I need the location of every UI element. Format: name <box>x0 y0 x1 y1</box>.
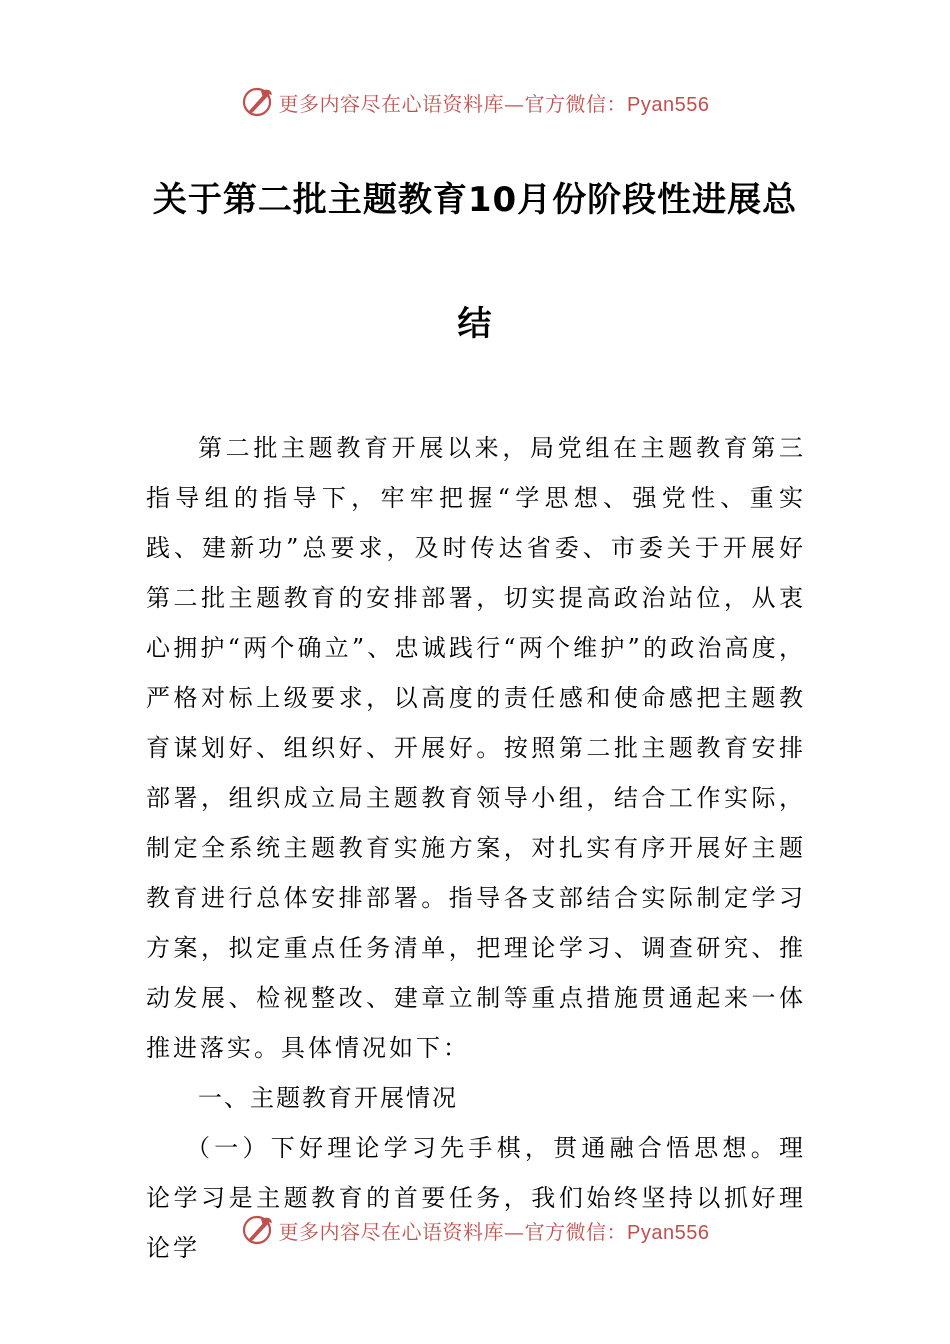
intro-paragraph: 第二批主题教育开展以来，局党组在主题教育第三指导组的指导下，牢牢把握“学思想、强党性、重实践、建新功”总要求，及时传达省委、市委关于开展好第二批主题教育的安排部署，切实提高政治站位，从衷心拥护“两个确立”、忠诚践行“两个维护”的政治高度，严格对标上级要求，以高度的责任感和使命感把主题教育谋划好、组织好、开展好。按照第二批主题教育安排部署，组织成立局主题教育领导小组，结合工作实际，制定全系统主题教育实施方案，对扎实有序开展好主题教育进行总体安排部署。指导各支部结合实际制定学习方案，拟定重点任务清单，把理论学习、调查研究、推动发展、检视整改、建章立制等重点措施贯通起来一体推进落实。具体情况如下： <box>146 434 806 1062</box>
section-heading: 一、主题教育开展情况 <box>198 1084 458 1112</box>
wechat-id: Pyan556 <box>627 1221 710 1244</box>
document-title-line-2: 结 <box>457 304 493 344</box>
quill-logo-icon <box>241 85 275 119</box>
banner-text: 更多内容尽在心语资料库—官方微信：Pyan556 <box>278 1219 710 1244</box>
document-body <box>146 423 806 1273</box>
document-title-line-1: 关于第二批主题教育10月份阶段性进展总 <box>152 180 798 220</box>
quill-logo-icon <box>241 1213 275 1247</box>
footer-watermark-banner <box>0 1208 950 1252</box>
subsection-paragraph: （一）下好理论学习先手棋，贯通融合悟思想。理论学习是主题教育的首要任务，我们始终坚持以抓好理论学 <box>146 1134 806 1262</box>
banner-text: 更多内容尽在心语资料库—官方微信：Pyan556 <box>278 91 710 116</box>
wechat-id: Pyan556 <box>627 93 710 116</box>
header-watermark-banner <box>0 80 950 124</box>
